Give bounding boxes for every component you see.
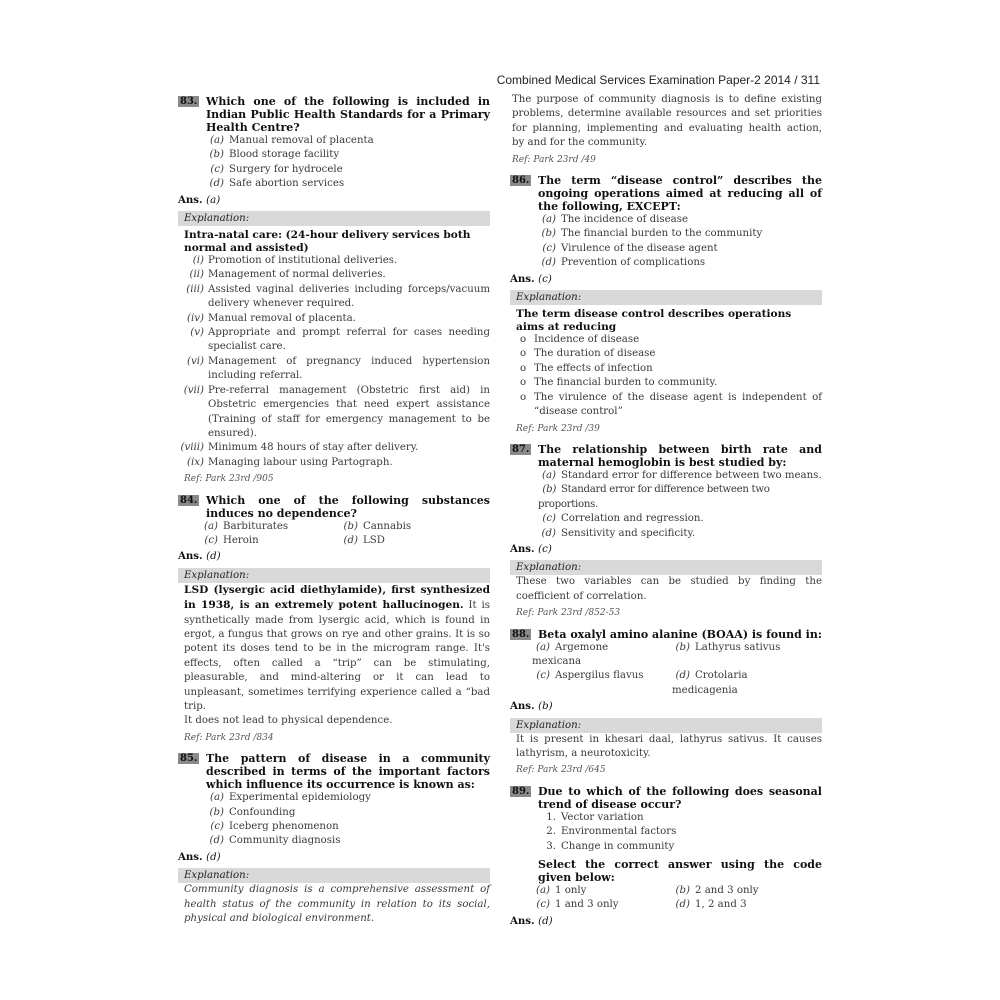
option: (b) The financial burden to the community bbox=[541, 228, 763, 240]
answer: Ans. (b) bbox=[510, 700, 553, 713]
question-number: 85. bbox=[180, 753, 198, 765]
option: (b) Standard error for difference between two proportions. bbox=[538, 484, 770, 510]
reference: Ref: Park 23rd /905 bbox=[184, 474, 274, 485]
options-grid bbox=[510, 641, 822, 699]
list-item: (vii) Pre-referral management (Obstetric first aid) in Obstetric emergencies that need expert assistance (Training of staff for emergency management to be ensured). bbox=[183, 384, 490, 439]
bullet-item: o The virulence of the disease agent is independent of “disease control” bbox=[520, 391, 822, 418]
bullet-item: o The financial burden to community. bbox=[520, 377, 718, 389]
option: (a) 1 only bbox=[535, 885, 587, 897]
explanation-text-2: It does not lead to physical dependence. bbox=[184, 715, 393, 727]
option: (c) Iceberg phenomenon bbox=[210, 821, 339, 833]
option: (d) Community diagnosis bbox=[209, 835, 341, 847]
question-text: The term “disease control” describes the ongoing operations aimed at reducing all of the following, EXCEPT: bbox=[538, 174, 822, 214]
reference: Ref: Park 23rd /852-53 bbox=[516, 608, 621, 619]
question-86 bbox=[510, 174, 822, 213]
explanation-heading: Explanation: bbox=[178, 211, 490, 226]
option: (b) Lathyrus sativus bbox=[675, 641, 781, 653]
explanation-title: Intra-natal care: (24-hour delivery services both normal and assisted) bbox=[184, 229, 471, 254]
list-item: (i) Promotion of institutional deliveries. bbox=[192, 255, 398, 267]
question-text: Beta oxalyl amino alanine (BOAA) is found in: bbox=[538, 627, 822, 641]
page-header: Combined Medical Services Examination Paper-2 2014 / 311 bbox=[496, 73, 820, 87]
option: (d) Prevention of complications bbox=[541, 257, 706, 269]
question-text: Due to which of the following does seasonal trend of disease occur? bbox=[538, 784, 822, 811]
option: (d) 1, 2 and 3 bbox=[675, 899, 747, 911]
reference: Ref: Park 23rd /49 bbox=[512, 154, 596, 165]
option: (b) Confounding bbox=[209, 806, 296, 818]
explanation-text: These two variables can be studied by finding the coefficient of correlation. bbox=[516, 576, 822, 602]
option: (d) Crotolaria medicagenia bbox=[672, 670, 748, 696]
list-item: (ix) Managing labour using Partograph. bbox=[187, 456, 393, 468]
question-83 bbox=[178, 95, 490, 134]
explanation-heading: Explanation: bbox=[510, 718, 822, 733]
question-87 bbox=[510, 443, 822, 469]
explanation-heading: Explanation: bbox=[178, 568, 490, 583]
option: (c) Virulence of the disease agent bbox=[542, 242, 718, 254]
statement-item: 2. Environmental factors bbox=[546, 826, 677, 838]
question-85 bbox=[178, 752, 490, 791]
option: (a) Argemone mexicana bbox=[532, 641, 609, 667]
instruction: Select the correct answer using the code given below: bbox=[538, 858, 822, 885]
explanation-text: Community diagnosis is a comprehensive assessment of health status of the community in relation to its social, physical and biological environment. bbox=[184, 884, 490, 925]
option: (a) Manual removal of placenta bbox=[209, 135, 374, 146]
bullet-item: o The duration of disease bbox=[520, 348, 656, 360]
question-text: The pattern of disease in a community described in terms of the important factors which influence its occurrence is known as: bbox=[206, 752, 490, 792]
question-text: Which one of the following is included in Indian Public Health Standards for a Primary Health Centre? bbox=[206, 95, 490, 134]
option: (a) The incidence of disease bbox=[541, 214, 689, 226]
explanation-heading: Explanation: bbox=[178, 868, 490, 883]
options-grid bbox=[178, 520, 490, 549]
question-number: 83. bbox=[180, 96, 198, 107]
option: (c) Aspergilus flavus bbox=[536, 670, 644, 682]
left-column bbox=[178, 93, 490, 925]
explanation-heading: Explanation: bbox=[510, 560, 822, 575]
answer: Ans. (d) bbox=[178, 850, 221, 863]
option: (c) Surgery for hydrocele bbox=[210, 163, 343, 175]
explanation-title: The term disease control describes operations aims at reducing bbox=[516, 308, 792, 333]
question-number: 87. bbox=[512, 443, 530, 455]
question-84 bbox=[178, 494, 490, 520]
list-item: (iii) Assisted vaginal deliveries including forceps/vacuum delivery whenever required. bbox=[186, 283, 490, 310]
option: (b) 2 and 3 only bbox=[675, 885, 759, 897]
explanation-text: It is present in khesari daal, lathyrus sativus. It causes lathyrism, a neurotoxicity. bbox=[516, 733, 822, 759]
option: (a) Standard error for difference between two means. bbox=[541, 469, 822, 481]
list-item: (viii) Minimum 48 hours of stay after delivery. bbox=[180, 442, 419, 454]
question-number: 86. bbox=[512, 175, 530, 187]
question-number: 89. bbox=[512, 785, 530, 797]
explanation-continued: The purpose of community diagnosis is to define existing problems, determine available resources and set priorities for planning, implementing and evaluating health action, by and for the community. bbox=[512, 94, 822, 149]
list-item: (iv) Manual removal of placenta. bbox=[187, 312, 356, 324]
option: (b) Cannabis bbox=[343, 520, 412, 532]
option: (b) Blood storage facility bbox=[209, 149, 340, 161]
reference: Ref: Park 23rd /645 bbox=[516, 765, 606, 776]
list-item: (ii) Management of normal deliveries. bbox=[189, 269, 386, 281]
option: (c) Correlation and regression. bbox=[542, 513, 704, 525]
list-item: (vi) Management of pregnancy induced hypertension including referral. bbox=[187, 355, 490, 382]
statement-item: 1. Vector variation bbox=[546, 811, 644, 823]
option: (a) Barbiturates bbox=[203, 520, 289, 532]
option: (d) Sensitivity and specificity. bbox=[541, 527, 696, 539]
bullet-item: o The effects of infection bbox=[520, 362, 653, 374]
question-text: Which one of the following substances induces no dependence? bbox=[206, 493, 490, 520]
question-number: 88. bbox=[512, 628, 530, 640]
option: (c) 1 and 3 only bbox=[536, 899, 619, 911]
option: (c) Heroin bbox=[204, 534, 259, 546]
list-item: (v) Appropriate and prompt referral for cases needing specialist care. bbox=[190, 327, 490, 353]
question-number: 84. bbox=[180, 494, 198, 506]
answer: Ans. (a) bbox=[178, 193, 221, 206]
option: (a) Experimental epidemiology bbox=[209, 792, 371, 804]
option: (d) Safe abortion services bbox=[209, 178, 345, 190]
option: (d) LSD bbox=[343, 534, 385, 546]
bullet-item: o Incidence of disease bbox=[520, 334, 640, 346]
answer: Ans. (d) bbox=[178, 550, 221, 563]
statement-item: 3. Change in community bbox=[546, 840, 675, 852]
options-grid bbox=[510, 884, 822, 913]
reference: Ref: Park 23rd /834 bbox=[184, 732, 274, 743]
question-88 bbox=[510, 628, 822, 641]
explanation-heading: Explanation: bbox=[510, 290, 822, 305]
right-column bbox=[510, 93, 822, 929]
question-89 bbox=[510, 785, 822, 811]
explanation-text: LSD (lysergic acid diethylamide), first synthesized in 1938, is an extremely potent hallucinogen. It is synthetically made from lysergic acid, which is found in ergot, a fungus that grows on rye and other grains. It is so potent its doses tend to be in the microgram range. It's effects, often called a “trip” can be stimulating, pleasurable, and mind-altering or it can lead to unpleasant, sometimes terrifying experience called a “bad trip. bbox=[184, 583, 490, 712]
answer: Ans. (c) bbox=[510, 272, 552, 285]
question-text: The relationship between birth rate and maternal hemoglobin is best studied by: bbox=[538, 442, 822, 469]
answer: Ans. (c) bbox=[510, 542, 552, 555]
answer: Ans. (d) bbox=[510, 914, 553, 927]
reference: Ref: Park 23rd /39 bbox=[516, 423, 600, 434]
